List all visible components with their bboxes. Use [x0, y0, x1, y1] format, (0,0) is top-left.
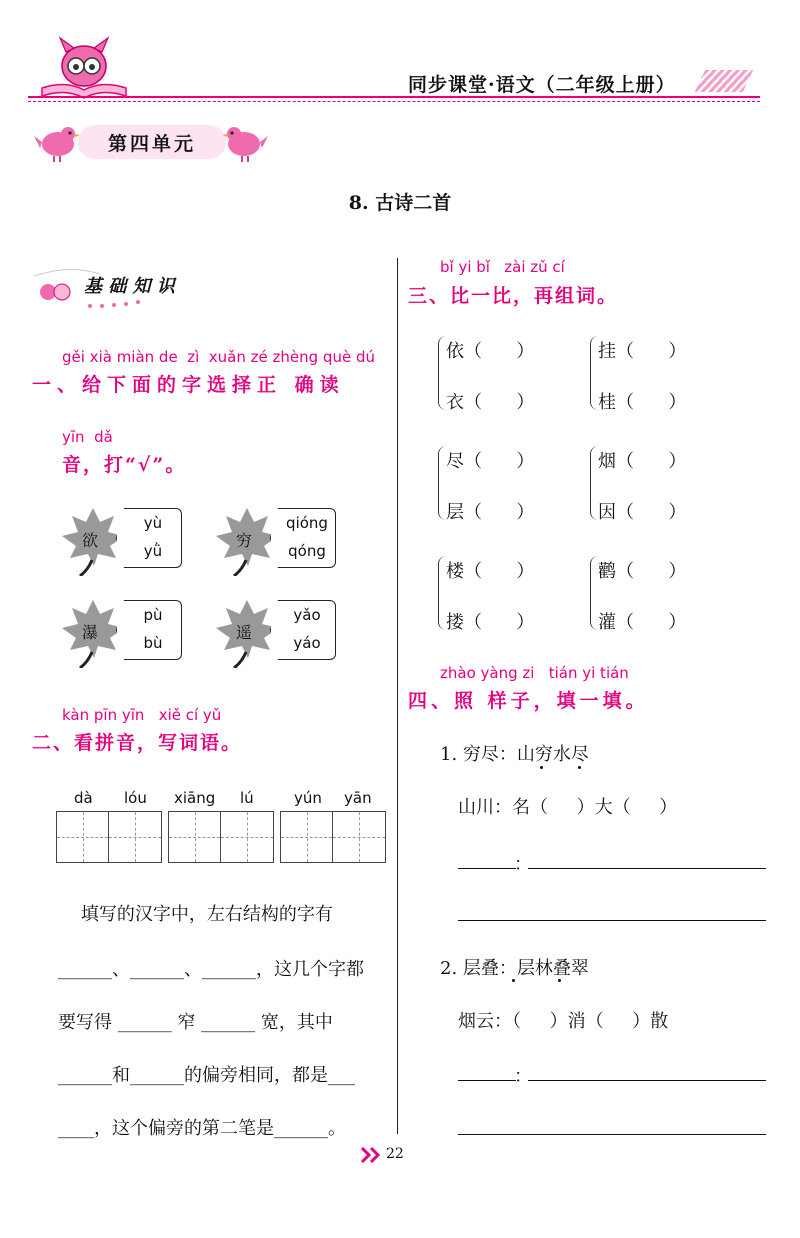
q4-title: 四、照 样子，填一填。: [408, 690, 649, 712]
bird-left-icon: [32, 122, 80, 162]
q3-pinyin: bǐ yi bǐ zài zǔ cí: [440, 258, 565, 276]
leaf-char: 欲: [82, 531, 99, 550]
example-2-fill[interactable]: 烟云：（ ）消（ ）散: [458, 1011, 669, 1032]
header-rule: [28, 96, 760, 98]
writing-grid[interactable]: [280, 811, 386, 863]
grid-pinyin: lóu: [124, 789, 147, 807]
leaf-char: 遥: [236, 623, 253, 642]
answer-line-short[interactable]: [458, 868, 516, 869]
column-divider: [397, 258, 398, 1134]
option-2[interactable]: qóng: [288, 542, 326, 560]
option-2[interactable]: bù: [143, 634, 163, 652]
compare-item[interactable]: 依（ ）: [446, 341, 535, 362]
writing-grid[interactable]: [56, 811, 162, 863]
option-2[interactable]: yáo: [293, 634, 321, 652]
compare-item[interactable]: 挂（ ）: [598, 341, 687, 362]
example-1-fill[interactable]: 山川：名（ ）大（ ）: [458, 797, 678, 818]
leaf-item: [212, 504, 340, 576]
compare-item[interactable]: 灌（ ）: [598, 612, 687, 633]
q1-pinyin-line2: yīn dǎ: [62, 428, 113, 446]
fill-line: 填写的汉字中，左右结构的字有: [58, 904, 333, 925]
leaf-item: [212, 596, 340, 668]
option-2[interactable]: yǜ: [143, 542, 163, 560]
example-1: 1. 穷尽：山穷水尽: [440, 744, 589, 765]
q3-title: 三、比一比，再组词。: [408, 285, 619, 307]
emphasis-dot: [578, 766, 581, 769]
fill-line: ______和______的偏旁相同，都是___: [58, 1065, 355, 1086]
q2-title: 二、看拼音，写词语。: [32, 732, 243, 754]
option-1[interactable]: pù: [143, 606, 163, 624]
option-1[interactable]: qióng: [286, 514, 328, 532]
q1-title-line1: 一、给下面的字选择正 确读: [32, 374, 345, 396]
compare-item[interactable]: 衣（ ）: [446, 392, 535, 413]
emphasis-dot: [512, 979, 515, 982]
example-2: 2. 层叠：层林叠翠: [440, 958, 589, 979]
header-stripe-decoration: [695, 70, 753, 92]
page-number: 22: [386, 1146, 404, 1162]
option-1[interactable]: yǎo: [293, 606, 321, 624]
answer-colon: ：: [514, 1066, 532, 1087]
section-basic-title: 基 础 知 识: [84, 276, 175, 297]
compare-item[interactable]: 层（ ）: [446, 502, 535, 523]
compare-item[interactable]: 烟（ ）: [598, 451, 687, 472]
leaf-item: [58, 504, 186, 576]
series-title: 同步课堂·语文（二年级上册）: [408, 74, 676, 96]
grid-pinyin: xiāng: [174, 789, 216, 807]
fill-line: 要写得 ______ 窄 ______ 宽，其中: [58, 1012, 333, 1033]
leaf-char: 穷: [236, 531, 253, 550]
answer-line-full[interactable]: [458, 1134, 766, 1135]
header-dotted-rule: [28, 101, 760, 102]
answer-line-short[interactable]: [458, 1080, 516, 1081]
answer-line-long[interactable]: [528, 1080, 766, 1081]
emphasis-dot: [540, 766, 543, 769]
fill-line: ______、______、______，这几个字都: [58, 959, 364, 980]
q2-pinyin: kàn pīn yīn xiě cí yǔ: [62, 706, 222, 724]
q1-pinyin-line1: gěi xià miàn de zì xuǎn zé zhèng què dú: [62, 348, 375, 366]
lesson-title: 8. 古诗二首: [348, 192, 452, 214]
grid-pinyin: yān: [344, 789, 372, 807]
compare-item[interactable]: 因（ ）: [598, 502, 687, 523]
compare-item[interactable]: 楼（ ）: [446, 561, 535, 582]
fill-line: ____，这个偏旁的第二笔是______。: [58, 1118, 346, 1139]
grid-pinyin: yún: [294, 789, 322, 807]
unit-banner: 第四单元: [78, 125, 226, 159]
leaf-item: [58, 596, 186, 668]
header-book-logo: [36, 36, 132, 100]
writing-grid[interactable]: [168, 811, 274, 863]
leaf-char: 瀑: [82, 623, 99, 642]
compare-item[interactable]: 鹳（ ）: [598, 561, 687, 582]
compare-item[interactable]: 搂（ ）: [446, 612, 535, 633]
option-1[interactable]: yù: [143, 514, 163, 532]
q1-title-line2: 音，打“√”。: [62, 454, 187, 476]
q4-pinyin: zhào yàng zi tián yi tián: [440, 664, 629, 682]
answer-line-long[interactable]: [528, 868, 766, 869]
bird-right-icon: [222, 122, 270, 162]
emphasis-dot: [558, 979, 561, 982]
answer-colon: ：: [514, 854, 532, 875]
double-chevron-icon: [360, 1146, 382, 1164]
answer-line-full[interactable]: [458, 920, 766, 921]
grid-pinyin: lú: [240, 789, 254, 807]
compare-item[interactable]: 尽（ ）: [446, 451, 535, 472]
compare-item[interactable]: 桂（ ）: [598, 392, 687, 413]
grid-pinyin: dà: [74, 789, 93, 807]
